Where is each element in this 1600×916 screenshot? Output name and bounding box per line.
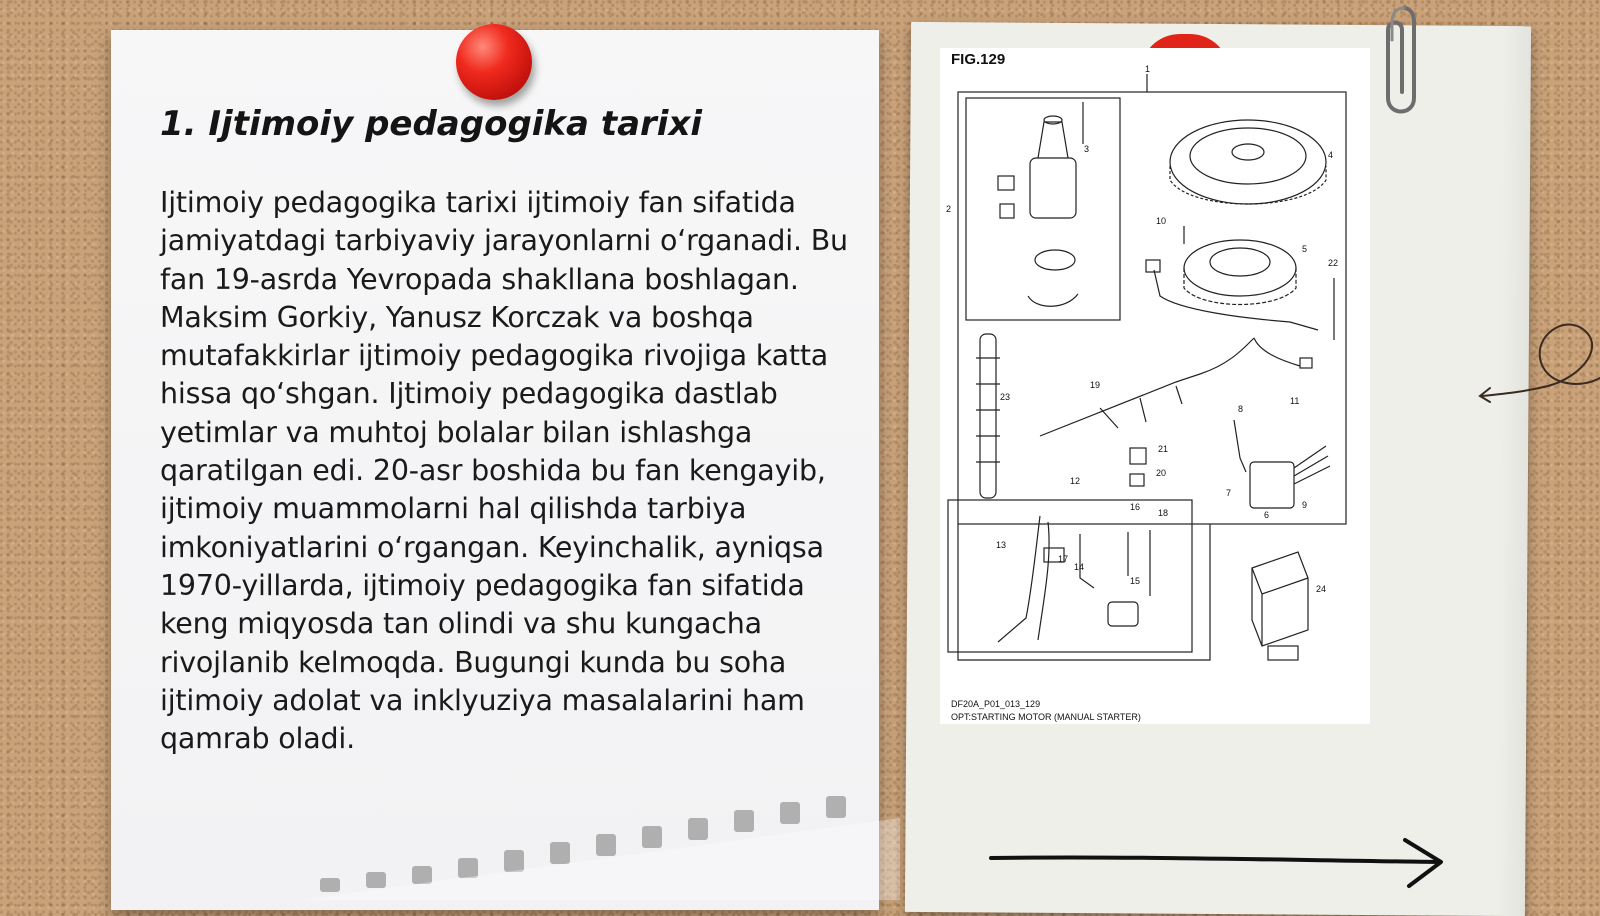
figure-label: FIG.129 (951, 51, 1006, 68)
svg-text:23: 23 (1000, 392, 1011, 402)
note-body: Ijtimoiy pedagogika tarixi ijtimoiy fan sifatida jamiyatdagi tarbiyaviy jarayonlarni o‘rganadi. Bu fan 19-asrda Yevropada shakllana boshlagan. Maksim Gorkiy, Yanusz Korczak va boshqa mutafakkirlar ijtimoiy pedagogika rivojiga katta hissa qo‘shgan. Ijtimoiy pedagogika dastlab yetimlar va muhtoj bolalar bilan ishlashga qaratilgan edi. 20-asr boshida bu fan kengayib, ijtimoiy muammolarni hal qilishda tarbiya imkoniyatlarini o‘rgangan. Keyinchalik, ayniqsa 1970-yillarda, ijtimoiy pedagogika fan sifatida keng miqyosda tan olindi va shu kungacha rivojlanib kelmoqda. Bugungi kunda bu soha ijtimoiy adolat va inklyuziya masalalarini ham qamrab oladi. (160, 186, 848, 756)
svg-text:6: 6 (1264, 510, 1270, 520)
svg-text:11: 11 (1290, 396, 1300, 406)
right-arrow-icon (985, 836, 1450, 896)
svg-text:8: 8 (1238, 404, 1244, 414)
svg-text:18: 18 (1158, 508, 1169, 518)
parts-diagram-drawing (940, 48, 1370, 724)
svg-text:13: 13 (996, 540, 1007, 550)
svg-text:20: 20 (1156, 468, 1167, 478)
svg-text:21: 21 (1158, 444, 1169, 454)
svg-text:9: 9 (1302, 500, 1308, 510)
svg-text:15: 15 (1130, 576, 1141, 586)
parts-diagram (940, 48, 1370, 724)
svg-text:19: 19 (1090, 380, 1101, 390)
doodle-arrow-icon (1478, 316, 1600, 406)
svg-text:2: 2 (946, 204, 952, 214)
svg-text:5: 5 (1302, 244, 1308, 254)
svg-text:4: 4 (1328, 150, 1334, 160)
paperclip-icon (1376, 0, 1420, 130)
svg-text:7: 7 (1226, 488, 1232, 498)
caption-title: OPT:STARTING MOTOR (MANUAL STARTER) (951, 712, 1141, 722)
svg-text:14: 14 (1074, 562, 1085, 572)
note-title: 1. Ijtimoiy pedagogika tarixi (160, 104, 703, 144)
svg-text:17: 17 (1058, 554, 1069, 564)
torn-paper-edge (300, 790, 900, 900)
caption-code: DF20A_P01_013_129 (951, 699, 1041, 709)
svg-text:3: 3 (1084, 144, 1090, 154)
pushpin-icon (456, 24, 532, 100)
svg-text:10: 10 (1156, 216, 1167, 226)
svg-text:16: 16 (1130, 502, 1141, 512)
svg-text:12: 12 (1070, 476, 1081, 486)
svg-text:22: 22 (1328, 258, 1339, 268)
figure-caption (951, 698, 1141, 724)
svg-text:1: 1 (1145, 64, 1151, 74)
svg-text:24: 24 (1316, 584, 1327, 594)
